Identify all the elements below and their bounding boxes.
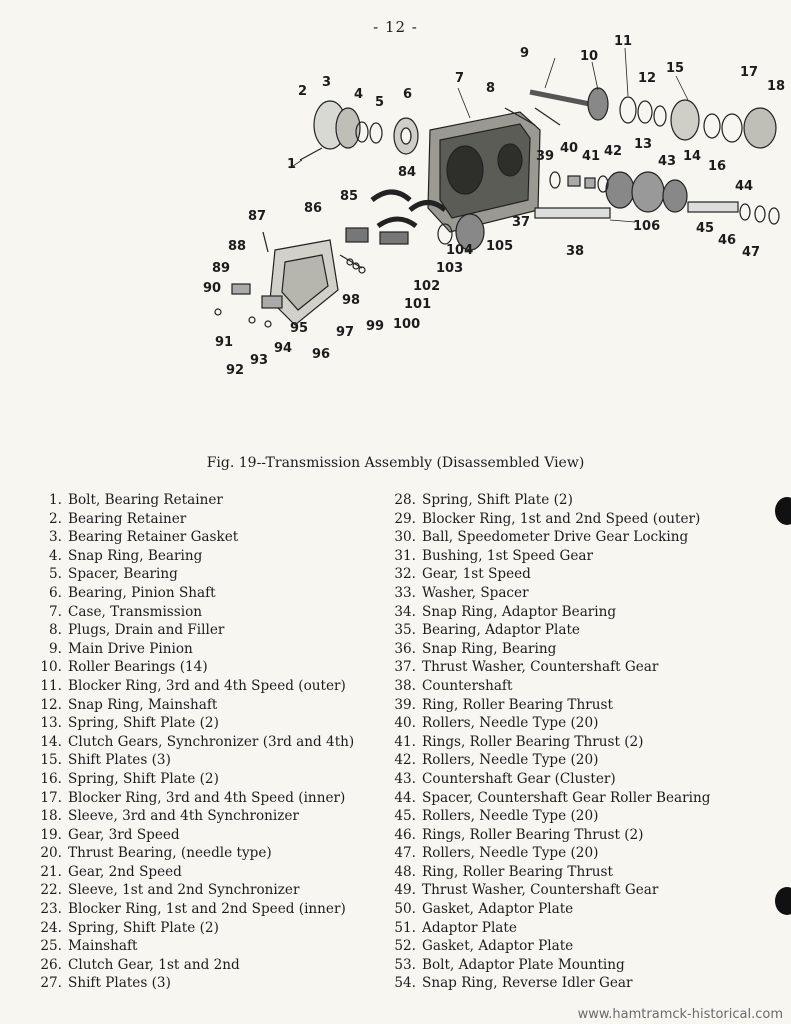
part-description: Bearing Retainer Gasket: [68, 529, 239, 546]
callout-6: 6: [403, 87, 413, 102]
callout-94: 94: [274, 341, 293, 356]
parts-list-item: [388, 547, 768, 566]
parts-list-item: [388, 714, 768, 733]
part-description: Blocker Ring, 1st and 2nd Speed (inner): [68, 901, 346, 918]
callout-98: 98: [342, 293, 361, 308]
part-description: Countershaft: [422, 677, 513, 694]
parts-list-item: [388, 658, 768, 677]
part-number: 43.: [394, 770, 416, 787]
part-number: 44.: [394, 789, 416, 806]
part-number: 12.: [40, 696, 62, 713]
part-synchronizer: [671, 100, 699, 140]
part-spacer: [370, 123, 382, 143]
callout-18: 18: [767, 79, 786, 94]
callout-10: 10: [580, 49, 599, 64]
part-number: 40.: [394, 715, 416, 732]
parts-list-item: [388, 881, 768, 900]
parts-list-item: [34, 603, 389, 622]
part-number: 52.: [394, 938, 416, 955]
callout-87: 87: [248, 209, 267, 224]
parts-list-item: [388, 826, 768, 845]
part-countershaft: [535, 208, 610, 218]
parts-list-item: [388, 603, 768, 622]
parts-list-item: [388, 807, 768, 826]
callout-1: 1: [287, 157, 297, 172]
parts-list-item: [34, 714, 389, 733]
callout-5: 5: [375, 95, 385, 110]
parts-list-item: [34, 881, 389, 900]
callout-100: 100: [393, 317, 421, 332]
part-number: 30.: [394, 529, 416, 546]
part-description: Spacer, Bearing: [68, 566, 178, 583]
part-description: Shift Plates (3): [68, 752, 171, 769]
part-number: 32.: [394, 566, 416, 583]
part-description: Spring, Shift Plate (2): [422, 492, 573, 508]
part-description: Thrust Washer, Countershaft Gear: [422, 882, 659, 899]
callout-41: 41: [582, 149, 601, 164]
callout-103: 103: [436, 261, 464, 276]
callout-37: 37: [512, 215, 531, 230]
part-description: Gasket, Adaptor Plate: [422, 938, 574, 955]
part-number: 16.: [40, 770, 62, 787]
parts-list-item: [388, 844, 768, 863]
callout-16: 16: [708, 159, 727, 174]
callout-17: 17: [740, 65, 759, 80]
parts-list-item: [34, 640, 389, 659]
parts-list-item: [388, 863, 768, 882]
part-sleeve: [744, 108, 776, 148]
part-description: Bearing, Pinion Shaft: [68, 584, 216, 601]
part-number: 25.: [40, 938, 62, 955]
part-number: 38.: [394, 677, 416, 694]
part-description: Adaptor Plate: [422, 919, 517, 936]
parts-list-item: [388, 789, 768, 808]
part-description: Blocker Ring, 1st and 2nd Speed (outer): [422, 510, 701, 527]
callout-44: 44: [735, 179, 754, 194]
parts-list-item: [34, 807, 389, 826]
part-description: Gear, 3rd Speed: [68, 826, 180, 843]
part-description: Thrust Washer, Countershaft Gear: [422, 659, 659, 676]
parts-list-item: [388, 937, 768, 956]
part-number: 13.: [40, 715, 62, 732]
part-description: Main Drive Pinion: [68, 640, 193, 657]
part-number: 49.: [394, 882, 416, 899]
part-number: 28.: [394, 492, 416, 508]
callout-101: 101: [404, 297, 432, 312]
part-number: 33.: [394, 584, 416, 601]
part-description: Gear, 2nd Speed: [68, 863, 182, 880]
part-number: 51.: [394, 919, 416, 936]
parts-list-item: [388, 491, 768, 510]
part-description: Spacer, Countershaft Gear Roller Bearing: [422, 789, 711, 806]
callout-85: 85: [340, 189, 359, 204]
part-description: Rollers, Needle Type (20): [422, 808, 599, 825]
part-blocker-ring: [620, 97, 636, 123]
part-number: 45.: [394, 808, 416, 825]
parts-list-right: [388, 491, 768, 993]
callout-14: 14: [683, 149, 702, 164]
callout-88: 88: [228, 239, 247, 254]
part-number: 34.: [394, 603, 416, 620]
callout-104: 104: [446, 243, 474, 258]
part-bolt: [300, 148, 322, 160]
part-description: Rollers, Needle Type (20): [422, 752, 599, 769]
watermark: www.hamtramck-historical.com: [577, 1007, 783, 1022]
callout-2: 2: [298, 84, 308, 99]
part-number: 36.: [394, 640, 416, 657]
part-number: 2.: [49, 510, 62, 527]
part-description: Gear, 1st Speed: [422, 566, 531, 583]
parts-list-item: [34, 733, 389, 752]
callout-106: 106: [633, 219, 661, 234]
part-description: Spring, Shift Plate (2): [68, 770, 219, 787]
parts-list-item: [388, 510, 768, 529]
callout-86: 86: [304, 201, 323, 216]
callout-3: 3: [322, 75, 332, 90]
part-description: Blocker Ring, 3rd and 4th Speed (outer): [68, 677, 346, 694]
part-shift-fork: [372, 192, 410, 200]
parts-list-item: [34, 510, 389, 529]
callout-95: 95: [290, 321, 309, 336]
part-number: 3.: [49, 529, 62, 546]
part-description: Rollers, Needle Type (20): [422, 715, 599, 732]
callout-43: 43: [658, 154, 677, 169]
binder-hole: [775, 497, 791, 525]
part-number: 27.: [40, 975, 62, 992]
part-number: 35.: [394, 622, 416, 639]
callout-11: 11: [614, 34, 633, 49]
parts-list-item: [34, 621, 389, 640]
part-description: Shift Plates (3): [68, 975, 171, 992]
part-description: Bearing, Adaptor Plate: [422, 622, 580, 639]
part-description: Rings, Roller Bearing Thrust (2): [422, 826, 644, 843]
part-main-drive-pinion: [530, 92, 590, 104]
parts-list-item: [34, 863, 389, 882]
callout-105: 105: [486, 239, 514, 254]
part-number: 47.: [394, 845, 416, 862]
part-number: 18.: [40, 808, 62, 825]
parts-list-item: [34, 751, 389, 770]
callout-99: 99: [366, 319, 385, 334]
parts-list-item: [388, 733, 768, 752]
part-number: 20.: [40, 845, 62, 862]
parts-list-item: [34, 974, 389, 993]
part-number: 1.: [49, 492, 62, 508]
part-number: 8.: [49, 622, 62, 639]
part-description: Spring, Shift Plate (2): [68, 715, 219, 732]
part-number: 42.: [394, 752, 416, 769]
part-description: Clutch Gear, 1st and 2nd: [68, 956, 240, 973]
part-number: 39.: [394, 696, 416, 713]
part-description: Rings, Roller Bearing Thrust (2): [422, 733, 644, 750]
part-number: 15.: [40, 752, 62, 769]
part-number: 41.: [394, 733, 416, 750]
parts-list-item: [34, 789, 389, 808]
part-number: 53.: [394, 956, 416, 973]
part-number: 21.: [40, 863, 62, 880]
parts-list-item: [34, 900, 389, 919]
part-number: 10.: [40, 659, 62, 676]
part-number: 23.: [40, 901, 62, 918]
part-description: Countershaft Gear (Cluster): [422, 770, 616, 787]
parts-list-item: [388, 751, 768, 770]
callout-91: 91: [215, 335, 234, 350]
part-description: Ring, Roller Bearing Thrust: [422, 863, 613, 880]
part-number: 17.: [40, 789, 62, 806]
part-shift-lever: [346, 228, 368, 242]
part-number: 50.: [394, 901, 416, 918]
part-description: Rollers, Needle Type (20): [422, 845, 599, 862]
part-number: 19.: [40, 826, 62, 843]
callout-7: 7: [455, 71, 465, 86]
callout-96: 96: [312, 347, 331, 362]
figure-caption: Fig. 19--Transmission Assembly (Disassembled View): [206, 455, 585, 471]
callout-97: 97: [336, 325, 355, 340]
part-number: 22.: [40, 882, 62, 899]
parts-list-item: [34, 919, 389, 938]
parts-list-item: [34, 826, 389, 845]
parts-list-item: [388, 770, 768, 789]
callout-45: 45: [696, 221, 715, 236]
part-description: Ring, Roller Bearing Thrust: [422, 696, 613, 713]
callout-42: 42: [604, 144, 623, 159]
part-description: Washer, Spacer: [422, 584, 529, 601]
callout-93: 93: [250, 353, 269, 368]
parts-list-item: [388, 621, 768, 640]
binder-hole: [775, 887, 791, 915]
callout-39: 39: [536, 149, 555, 164]
part-description: Clutch Gears, Synchronizer (3rd and 4th): [68, 733, 355, 750]
parts-list-item: [388, 900, 768, 919]
parts-list-item: [388, 584, 768, 603]
parts-list-item: [388, 696, 768, 715]
part-description: Sleeve, 1st and 2nd Synchronizer: [68, 882, 300, 899]
callout-102: 102: [413, 279, 441, 294]
callout-12: 12: [638, 71, 657, 86]
part-description: Bolt, Bearing Retainer: [68, 492, 223, 508]
parts-list-item: [34, 547, 389, 566]
parts-list-left: [34, 491, 389, 993]
part-number: 54.: [394, 975, 416, 992]
part-countershaft-gear: [606, 172, 634, 208]
exploded-view-figure: [0, 0, 791, 440]
part-countershaft-spacer: [688, 202, 738, 212]
callout-90: 90: [203, 281, 222, 296]
part-number: 7.: [49, 603, 62, 620]
parts-list-item: [388, 528, 768, 547]
part-description: Snap Ring, Bearing: [422, 640, 557, 657]
parts-list-item: [34, 770, 389, 789]
part-description: Snap Ring, Bearing: [68, 547, 203, 564]
callout-40: 40: [560, 141, 579, 156]
part-description: Bushing, 1st Speed Gear: [422, 547, 593, 564]
part-description: Ball, Speedometer Drive Gear Locking: [422, 529, 689, 546]
parts-list-item: [34, 937, 389, 956]
part-description: Plugs, Drain and Filler: [68, 622, 225, 639]
part-description: Snap Ring, Reverse Idler Gear: [422, 975, 633, 992]
parts-list-item: [34, 528, 389, 547]
transmission-diagram: [0, 0, 791, 440]
callout-47: 47: [742, 245, 761, 260]
part-number: 5.: [49, 566, 62, 583]
part-number: 37.: [394, 659, 416, 676]
callout-92: 92: [226, 363, 245, 378]
part-number: 9.: [49, 640, 62, 657]
callout-38: 38: [566, 244, 585, 259]
part-description: Blocker Ring, 3rd and 4th Speed (inner): [68, 789, 346, 806]
parts-list-item: [388, 677, 768, 696]
parts-list-item: [34, 844, 389, 863]
callout-46: 46: [718, 233, 737, 248]
callout-4: 4: [354, 87, 364, 102]
parts-list-item: [34, 491, 389, 510]
part-description: Snap Ring, Adaptor Bearing: [422, 603, 617, 620]
part-description: Thrust Bearing, (needle type): [68, 845, 272, 862]
part-description: Gasket, Adaptor Plate: [422, 901, 574, 918]
page-number: - 12 -: [373, 18, 418, 36]
parts-list-item: [388, 956, 768, 975]
part-number: 48.: [394, 863, 416, 880]
callout-9: 9: [520, 46, 530, 61]
part-number: 14.: [40, 733, 62, 750]
part-number: 4.: [49, 547, 62, 564]
callout-15: 15: [666, 61, 685, 76]
part-description: Mainshaft: [68, 938, 138, 955]
parts-list-item: [388, 640, 768, 659]
part-description: Roller Bearings (14): [68, 659, 208, 676]
parts-list-item: [34, 584, 389, 603]
part-number: 26.: [40, 956, 62, 973]
parts-list-item: [388, 919, 768, 938]
part-number: 31.: [394, 547, 416, 564]
part-description: Case, Transmission: [68, 603, 203, 620]
part-description: Spring, Shift Plate (2): [68, 919, 219, 936]
part-description: Bolt, Adaptor Plate Mounting: [422, 956, 625, 973]
callout-89: 89: [212, 261, 231, 276]
parts-list-item: [34, 565, 389, 584]
parts-list-item: [388, 565, 768, 584]
part-number: 11.: [40, 677, 62, 694]
callout-13: 13: [634, 137, 653, 152]
callout-84: 84: [398, 165, 417, 180]
part-number: 29.: [394, 510, 416, 527]
parts-list-item: [388, 974, 768, 993]
part-description: Bearing Retainer: [68, 510, 187, 527]
parts-list-item: [34, 677, 389, 696]
parts-list-item: [34, 696, 389, 715]
parts-list-item: [34, 658, 389, 677]
callout-8: 8: [486, 81, 496, 96]
part-description: Sleeve, 3rd and 4th Synchronizer: [68, 808, 299, 825]
part-number: 6.: [49, 584, 62, 601]
parts-list-item: [34, 956, 389, 975]
part-number: 46.: [394, 826, 416, 843]
part-number: 24.: [40, 919, 62, 936]
part-description: Snap Ring, Mainshaft: [68, 696, 218, 713]
